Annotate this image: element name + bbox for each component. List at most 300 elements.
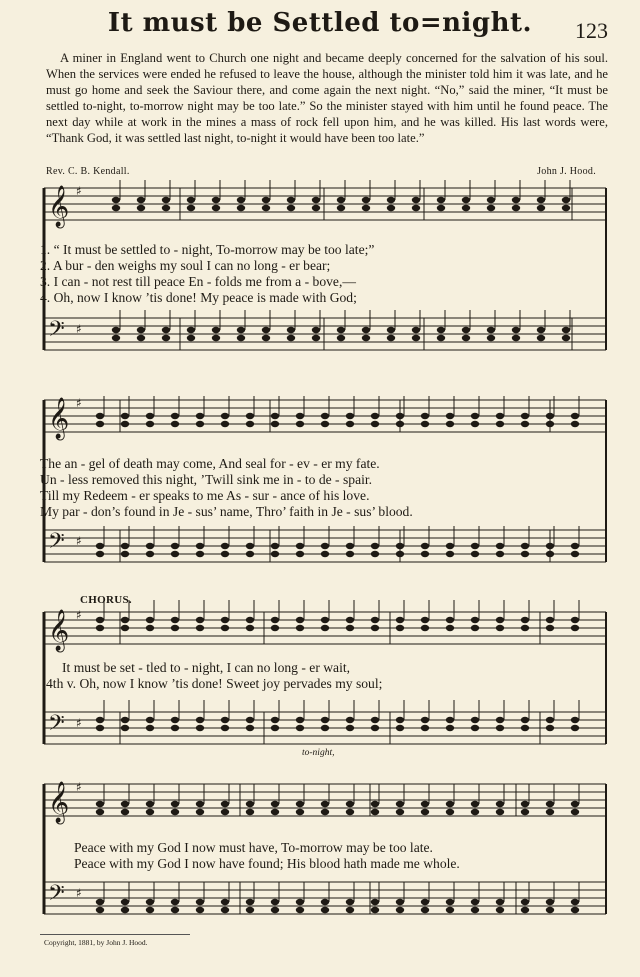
note-head bbox=[271, 899, 279, 905]
note-head bbox=[96, 551, 104, 557]
music-symbol: ♯ bbox=[76, 886, 82, 900]
note-head bbox=[362, 205, 370, 211]
note-head bbox=[237, 327, 245, 333]
note-head bbox=[546, 725, 554, 731]
note-head bbox=[346, 413, 354, 419]
note-head bbox=[446, 801, 454, 807]
note-head bbox=[146, 899, 154, 905]
note-head bbox=[546, 809, 554, 815]
note-head bbox=[396, 617, 404, 623]
music-symbol: 𝄢 bbox=[48, 711, 65, 741]
note-head bbox=[121, 809, 129, 815]
note-head bbox=[512, 327, 520, 333]
note-head bbox=[496, 543, 504, 549]
note-head bbox=[146, 907, 154, 913]
note-head bbox=[371, 725, 379, 731]
note-head bbox=[171, 717, 179, 723]
note-head bbox=[137, 197, 145, 203]
note-head bbox=[521, 907, 529, 913]
note-head bbox=[421, 543, 429, 549]
note-head bbox=[146, 551, 154, 557]
note-head bbox=[96, 625, 104, 631]
note-head bbox=[537, 205, 545, 211]
note-head bbox=[437, 335, 445, 341]
note-head bbox=[187, 197, 195, 203]
note-head bbox=[387, 327, 395, 333]
music-symbol: ♯ bbox=[76, 608, 82, 622]
note-head bbox=[221, 543, 229, 549]
note-head bbox=[171, 421, 179, 427]
note-head bbox=[571, 413, 579, 419]
note-head bbox=[487, 335, 495, 341]
note-head bbox=[271, 907, 279, 913]
note-head bbox=[471, 413, 479, 419]
note-head bbox=[371, 717, 379, 723]
note-head bbox=[312, 197, 320, 203]
lyric-line: The an - gel of death may come, And seal for - ev - er my fate. bbox=[40, 456, 380, 471]
note-head bbox=[296, 809, 304, 815]
note-head bbox=[96, 413, 104, 419]
note-head bbox=[171, 625, 179, 631]
note-head bbox=[471, 725, 479, 731]
note-head bbox=[287, 327, 295, 333]
note-head bbox=[562, 327, 570, 333]
note-head bbox=[346, 717, 354, 723]
note-head bbox=[496, 625, 504, 631]
note-head bbox=[571, 617, 579, 623]
note-head bbox=[546, 717, 554, 723]
note-head bbox=[537, 197, 545, 203]
note-head bbox=[171, 413, 179, 419]
note-head bbox=[487, 197, 495, 203]
music-symbol: ♯ bbox=[76, 322, 82, 336]
note-head bbox=[396, 725, 404, 731]
note-head bbox=[221, 551, 229, 557]
note-head bbox=[396, 907, 404, 913]
note-head bbox=[196, 543, 204, 549]
note-head bbox=[512, 205, 520, 211]
note-head bbox=[421, 907, 429, 913]
note-head bbox=[121, 413, 129, 419]
footer-rule bbox=[40, 934, 190, 935]
note-head bbox=[346, 625, 354, 631]
note-head bbox=[421, 617, 429, 623]
note-head bbox=[337, 197, 345, 203]
note-head bbox=[162, 327, 170, 333]
note-head bbox=[296, 899, 304, 905]
note-head bbox=[571, 899, 579, 905]
note-head bbox=[112, 327, 120, 333]
note-head bbox=[496, 801, 504, 807]
note-head bbox=[421, 421, 429, 427]
note-head bbox=[396, 809, 404, 815]
hymn-title: It must be Settled to=night. bbox=[107, 8, 533, 38]
music-symbol: ♯ bbox=[76, 396, 82, 410]
story-paragraph: A miner in England went to Church one night and became deeply concerned for the salvation of his soul. When the services were ended he refused to leave the house, although the minister told him it was late, and he must go home and seek the Saviour there, and come again the next night. “No,” said the miner, “It must be settled to-night, to-morrow night may be too late.” So the minister stayed with him until he found peace. The next day while at work in the mines a mass of rock fell upon him, and he was killed. His last words were, “Thank God, it was settled last night, to-night it would have been too late.” bbox=[46, 51, 608, 145]
note-head bbox=[271, 543, 279, 549]
note-head bbox=[312, 205, 320, 211]
note-head bbox=[162, 205, 170, 211]
note-head bbox=[96, 725, 104, 731]
music-symbol: ♯ bbox=[76, 780, 82, 794]
note-head bbox=[321, 421, 329, 427]
page-number: 123 bbox=[575, 18, 608, 43]
note-head bbox=[221, 907, 229, 913]
note-head bbox=[346, 551, 354, 557]
note-head bbox=[321, 617, 329, 623]
note-head bbox=[521, 625, 529, 631]
note-head bbox=[146, 543, 154, 549]
note-head bbox=[346, 617, 354, 623]
note-head bbox=[296, 801, 304, 807]
note-head bbox=[412, 197, 420, 203]
note-head bbox=[396, 413, 404, 419]
note-head bbox=[246, 421, 254, 427]
note-head bbox=[146, 625, 154, 631]
lyric-line: Un - less removed this night, ’Twill sink me in - to de - spair. bbox=[40, 472, 373, 487]
note-head bbox=[196, 717, 204, 723]
note-head bbox=[221, 899, 229, 905]
note-head bbox=[496, 413, 504, 419]
note-head bbox=[337, 335, 345, 341]
note-head bbox=[421, 551, 429, 557]
note-head bbox=[396, 899, 404, 905]
note-head bbox=[146, 413, 154, 419]
note-head bbox=[496, 717, 504, 723]
note-head bbox=[237, 335, 245, 341]
note-head bbox=[546, 899, 554, 905]
note-head bbox=[521, 717, 529, 723]
note-head bbox=[321, 907, 329, 913]
note-head bbox=[271, 625, 279, 631]
note-head bbox=[96, 543, 104, 549]
note-head bbox=[196, 809, 204, 815]
note-head bbox=[471, 717, 479, 723]
note-head bbox=[362, 335, 370, 341]
note-head bbox=[187, 335, 195, 341]
note-head bbox=[321, 725, 329, 731]
note-head bbox=[121, 725, 129, 731]
note-head bbox=[521, 413, 529, 419]
note-head bbox=[221, 421, 229, 427]
note-head bbox=[262, 335, 270, 341]
note-head bbox=[446, 625, 454, 631]
note-head bbox=[171, 543, 179, 549]
note-head bbox=[571, 717, 579, 723]
note-head bbox=[196, 413, 204, 419]
note-head bbox=[571, 907, 579, 913]
note-head bbox=[396, 421, 404, 427]
lyricist-credit: Rev. C. B. Kendall. bbox=[46, 166, 130, 177]
note-head bbox=[96, 801, 104, 807]
note-head bbox=[521, 801, 529, 807]
note-head bbox=[371, 413, 379, 419]
note-head bbox=[212, 335, 220, 341]
music-symbol: 𝄞 bbox=[48, 610, 70, 651]
note-head bbox=[446, 725, 454, 731]
note-head bbox=[571, 543, 579, 549]
note-head bbox=[446, 617, 454, 623]
note-head bbox=[196, 551, 204, 557]
note-head bbox=[121, 801, 129, 807]
note-head bbox=[96, 421, 104, 427]
lyric-line: 2. A bur - den weighs my soul I can no long - er bear; bbox=[40, 258, 331, 273]
note-head bbox=[471, 907, 479, 913]
note-head bbox=[537, 335, 545, 341]
note-head bbox=[371, 801, 379, 807]
note-head bbox=[321, 899, 329, 905]
note-head bbox=[396, 543, 404, 549]
lyric-line: 4. Oh, now I know ’tis done! My peace is made with God; bbox=[40, 290, 357, 305]
note-head bbox=[412, 335, 420, 341]
note-head bbox=[371, 543, 379, 549]
note-head bbox=[496, 907, 504, 913]
note-head bbox=[471, 801, 479, 807]
music-symbol: 𝄢 bbox=[48, 317, 65, 347]
note-head bbox=[171, 617, 179, 623]
note-head bbox=[337, 205, 345, 211]
music-system-1 bbox=[40, 180, 608, 380]
note-head bbox=[246, 801, 254, 807]
note-head bbox=[571, 421, 579, 427]
note-head bbox=[496, 551, 504, 557]
note-head bbox=[446, 413, 454, 419]
note-head bbox=[546, 801, 554, 807]
note-head bbox=[121, 551, 129, 557]
note-head bbox=[521, 421, 529, 427]
note-head bbox=[521, 809, 529, 815]
note-head bbox=[471, 421, 479, 427]
note-head bbox=[471, 617, 479, 623]
note-head bbox=[446, 907, 454, 913]
note-head bbox=[262, 327, 270, 333]
note-head bbox=[562, 335, 570, 341]
note-head bbox=[321, 801, 329, 807]
note-head bbox=[221, 809, 229, 815]
note-head bbox=[212, 205, 220, 211]
note-head bbox=[96, 617, 104, 623]
note-head bbox=[196, 617, 204, 623]
note-head bbox=[321, 809, 329, 815]
note-head bbox=[512, 197, 520, 203]
note-head bbox=[371, 907, 379, 913]
note-head bbox=[371, 625, 379, 631]
note-head bbox=[246, 551, 254, 557]
note-head bbox=[321, 717, 329, 723]
note-head bbox=[571, 801, 579, 807]
note-head bbox=[437, 327, 445, 333]
note-head bbox=[446, 717, 454, 723]
note-head bbox=[396, 717, 404, 723]
music-system-2 bbox=[40, 392, 608, 582]
note-head bbox=[362, 327, 370, 333]
note-head bbox=[321, 413, 329, 419]
note-head bbox=[137, 335, 145, 341]
note-head bbox=[196, 725, 204, 731]
lyric-line: Peace with my God I now must have, To-morrow may be too late. bbox=[74, 840, 433, 855]
lyric-line: It must be set - tled to - night, I can no long - er wait, bbox=[62, 660, 351, 675]
note-head bbox=[171, 725, 179, 731]
note-head bbox=[396, 801, 404, 807]
note-head bbox=[546, 617, 554, 623]
note-head bbox=[121, 543, 129, 549]
note-head bbox=[162, 197, 170, 203]
note-head bbox=[212, 327, 220, 333]
note-head bbox=[287, 197, 295, 203]
note-head bbox=[146, 421, 154, 427]
note-head bbox=[162, 335, 170, 341]
music-symbol: 𝄢 bbox=[48, 881, 65, 911]
lyric-line: 1. “ It must be settled to - night, To-morrow may be too late;” bbox=[40, 242, 375, 257]
note-head bbox=[346, 801, 354, 807]
note-head bbox=[546, 625, 554, 631]
note-head bbox=[221, 625, 229, 631]
note-head bbox=[571, 725, 579, 731]
note-head bbox=[146, 617, 154, 623]
note-head bbox=[187, 327, 195, 333]
note-head bbox=[371, 551, 379, 557]
note-head bbox=[271, 413, 279, 419]
note-head bbox=[121, 907, 129, 913]
note-head bbox=[496, 725, 504, 731]
note-head bbox=[96, 809, 104, 815]
note-head bbox=[321, 543, 329, 549]
note-head bbox=[496, 809, 504, 815]
note-head bbox=[96, 907, 104, 913]
note-head bbox=[321, 625, 329, 631]
note-head bbox=[521, 543, 529, 549]
note-head bbox=[546, 551, 554, 557]
note-head bbox=[446, 421, 454, 427]
note-head bbox=[321, 551, 329, 557]
note-head bbox=[546, 413, 554, 419]
note-head bbox=[371, 899, 379, 905]
note-head bbox=[237, 205, 245, 211]
note-head bbox=[221, 725, 229, 731]
note-head bbox=[337, 327, 345, 333]
note-head bbox=[246, 899, 254, 905]
note-head bbox=[287, 335, 295, 341]
note-head bbox=[346, 543, 354, 549]
note-head bbox=[146, 809, 154, 815]
note-head bbox=[346, 725, 354, 731]
note-head bbox=[346, 899, 354, 905]
note-head bbox=[287, 205, 295, 211]
music-symbol: ♯ bbox=[76, 716, 82, 730]
note-head bbox=[137, 327, 145, 333]
note-head bbox=[421, 725, 429, 731]
note-head bbox=[121, 617, 129, 623]
note-head bbox=[462, 205, 470, 211]
note-head bbox=[221, 617, 229, 623]
note-head bbox=[471, 551, 479, 557]
note-head bbox=[471, 899, 479, 905]
note-head bbox=[237, 197, 245, 203]
note-head bbox=[521, 899, 529, 905]
note-head bbox=[246, 907, 254, 913]
note-head bbox=[571, 551, 579, 557]
note-head bbox=[246, 717, 254, 723]
note-head bbox=[246, 625, 254, 631]
music-symbol: 𝄞 bbox=[48, 782, 70, 823]
note-head bbox=[271, 421, 279, 427]
note-head bbox=[421, 625, 429, 631]
note-head bbox=[246, 413, 254, 419]
note-head bbox=[271, 725, 279, 731]
note-head bbox=[387, 335, 395, 341]
note-head bbox=[171, 809, 179, 815]
note-head bbox=[521, 617, 529, 623]
note-head bbox=[271, 809, 279, 815]
note-head bbox=[496, 899, 504, 905]
note-head bbox=[421, 801, 429, 807]
note-head bbox=[446, 551, 454, 557]
note-head bbox=[296, 625, 304, 631]
music-system-4 bbox=[40, 772, 608, 932]
music-symbol: 𝄞 bbox=[48, 398, 70, 439]
note-head bbox=[196, 899, 204, 905]
note-head bbox=[96, 899, 104, 905]
note-head bbox=[271, 617, 279, 623]
note-head bbox=[296, 717, 304, 723]
note-head bbox=[437, 205, 445, 211]
note-head bbox=[487, 327, 495, 333]
note-head bbox=[546, 907, 554, 913]
note-head bbox=[371, 617, 379, 623]
note-head bbox=[296, 413, 304, 419]
note-head bbox=[246, 543, 254, 549]
note-head bbox=[196, 907, 204, 913]
note-head bbox=[412, 327, 420, 333]
note-head bbox=[137, 205, 145, 211]
note-head bbox=[371, 809, 379, 815]
note-head bbox=[146, 717, 154, 723]
note-head bbox=[571, 809, 579, 815]
note-head bbox=[187, 205, 195, 211]
note-head bbox=[171, 899, 179, 905]
note-head bbox=[437, 197, 445, 203]
note-head bbox=[312, 327, 320, 333]
note-head bbox=[196, 421, 204, 427]
note-head bbox=[546, 543, 554, 549]
lyric-line: 4th v. Oh, now I know ’tis done! Sweet joy pervades my soul; bbox=[46, 676, 383, 691]
note-head bbox=[396, 625, 404, 631]
note-head bbox=[246, 809, 254, 815]
music-system-3 bbox=[40, 594, 608, 764]
chorus-label: CHORUS. bbox=[80, 594, 132, 606]
note-head bbox=[246, 617, 254, 623]
note-head bbox=[196, 801, 204, 807]
note-head bbox=[471, 809, 479, 815]
note-head bbox=[96, 717, 104, 723]
note-head bbox=[387, 205, 395, 211]
note-head bbox=[212, 197, 220, 203]
copyright-notice: Copyright, 1881, by John J. Hood. bbox=[44, 938, 148, 947]
note-head bbox=[462, 327, 470, 333]
note-head bbox=[221, 717, 229, 723]
note-head bbox=[421, 413, 429, 419]
note-head bbox=[371, 421, 379, 427]
lyric-line: 3. I can - not rest till peace En - folds me from a - bove,— bbox=[40, 274, 356, 289]
credits bbox=[46, 166, 596, 177]
note-head bbox=[462, 197, 470, 203]
music-symbol: ♯ bbox=[76, 184, 82, 198]
note-head bbox=[446, 809, 454, 815]
note-head bbox=[421, 717, 429, 723]
note-head bbox=[562, 197, 570, 203]
note-head bbox=[512, 335, 520, 341]
note-head bbox=[271, 801, 279, 807]
